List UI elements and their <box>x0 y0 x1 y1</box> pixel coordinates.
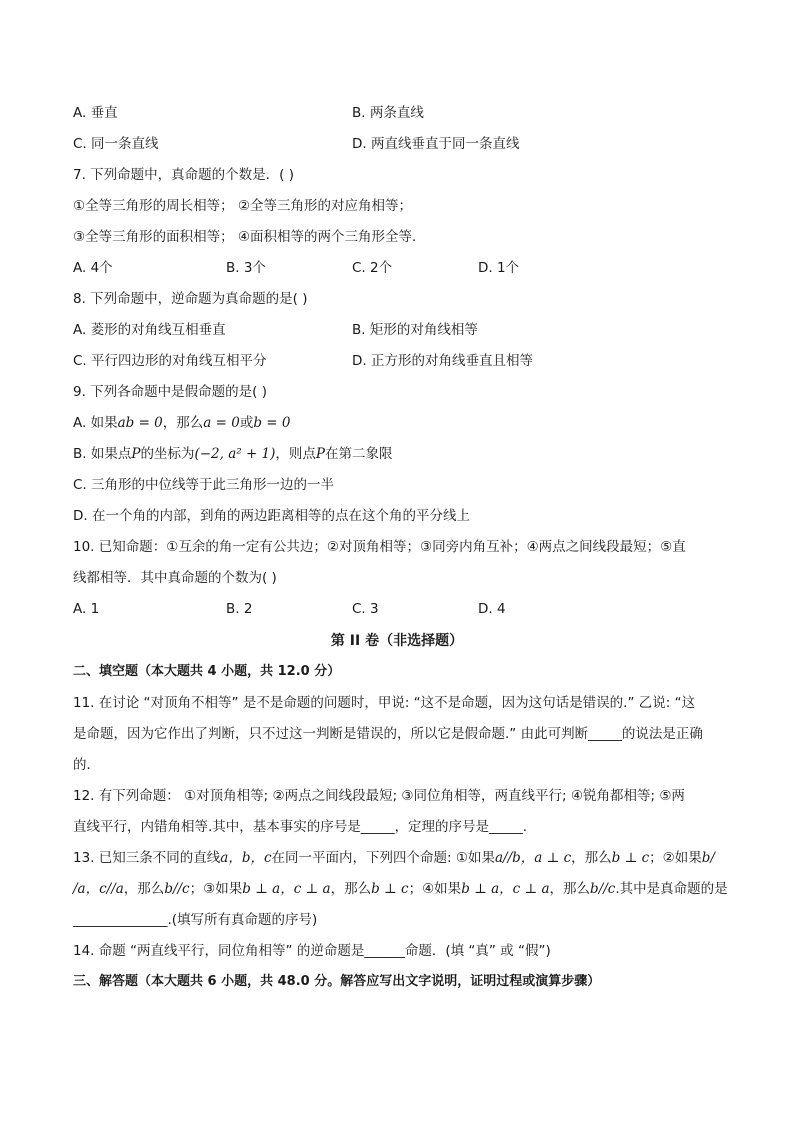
q13-l2-math-4: b ⊥ c <box>371 881 409 897</box>
q7-stem: 7. 下列命题中，真命题的个数是．( ) <box>73 167 294 183</box>
q6-option-b: B. 两条直线 <box>352 105 424 121</box>
q9-option-a-or: 或 <box>239 415 254 431</box>
q13-l1-math-2: a//b，a ⊥ c <box>494 850 572 866</box>
q10-option-a: A. 1 <box>73 601 100 617</box>
q13-l1-mid2: ，那么 <box>571 850 612 866</box>
q10-option-b: B. 2 <box>226 601 253 617</box>
q7-option-d: D. 1个 <box>478 260 520 276</box>
q13-l2-mid-1: ，那么 <box>123 881 165 897</box>
q9-option-b <box>73 444 393 464</box>
q12-line-2: 直线平行，内错角相等.其中，基本事实的序号是_____，定理的序号是_____. <box>73 819 528 835</box>
q12-line-1: 12. 有下列命题： ①对顶角相等; ②两点之间线段最短; ③同位角相等，两直线平行; ④锐角都相等; ⑤两 <box>73 788 685 804</box>
q10-option-c: C. 3 <box>352 601 379 617</box>
q13-l2-mid-5: ，那么 <box>549 881 591 897</box>
q13-l2-math-6: b//c <box>590 881 616 897</box>
q10-option-d: D. 4 <box>478 601 506 617</box>
q11-line-3: 的． <box>73 757 100 773</box>
q13-l2-mid-2: ；③如果 <box>189 881 243 897</box>
q9-option-a-math-1: ab = 0 <box>117 415 163 431</box>
q10-stem-1: 10. 已知命题：①互余的角一定有公共边；②对顶角相等；③同旁内角互补；④两点之间线段最短；⑤直 <box>73 539 686 555</box>
q13-l1-prefix: 13. 已知三条不同的直线 <box>73 850 221 866</box>
q13-line-2 <box>73 879 728 899</box>
q9-option-d: D. 在一个角的内部，到角的两边距离相等的点在这个角的平分线上 <box>73 508 470 524</box>
q9-option-a-math-3: b = 0 <box>253 415 291 431</box>
q9-option-b-mid: 的坐标为 <box>140 446 195 462</box>
q7-statements-1: ①全等三角形的周长相等； ②全等三角形的对应角相等； <box>73 198 412 214</box>
q11-line-2: 是命题，因为它作出了判断，只不过这一判断是错误的，所以它是假命题.” 由此可判断_____的说法是正确 <box>73 726 703 742</box>
q9-option-b-math-2: (−2, a² + 1) <box>194 446 276 462</box>
q8-stem: 8. 下列命题中，逆命题为真命题的是( ) <box>73 291 308 307</box>
q9-option-b-prefix: B. 如果点 <box>73 446 132 462</box>
q13-l2-math-5: b ⊥ a，c ⊥ a <box>461 881 550 897</box>
q13-l1-math-3: b ⊥ c <box>611 850 650 866</box>
q13-l2-math-1: /a，c//a <box>73 881 124 897</box>
q13-l2-mid-4: ；④如果 <box>408 881 462 897</box>
q8-option-a: A. 菱形的对角线互相垂直 <box>73 322 226 338</box>
fill-in-header: 二、填空题（本大题共 4 小题，共 12.0 分） <box>73 664 341 679</box>
q13-l1-mid: 在同一平面内，下列四个命题: ①如果 <box>271 850 495 866</box>
q14-line-1: 14. 命题 “两直线平行，同位角相等” 的逆命题是______命题．(填 “真” 或 “假”) <box>73 943 551 959</box>
q9-option-a-mid: ，那么 <box>162 415 204 431</box>
q13-line-1 <box>73 848 715 868</box>
q7-option-c: C. 2个 <box>352 260 393 276</box>
q9-option-a-math-2: a = 0 <box>203 415 240 431</box>
q13-l2-math-3: b ⊥ a，c ⊥ a <box>242 881 331 897</box>
q6-option-a: A. 垂直 <box>73 105 118 121</box>
q9-option-a <box>73 413 290 433</box>
q8-option-c: C. 平行四边形的对角线互相平分 <box>73 353 267 369</box>
q13-l1-post: ；②如果 <box>649 850 702 866</box>
q9-option-a-prefix: A. 如果 <box>73 415 118 431</box>
q13-l2-mid-3: ，那么 <box>330 881 372 897</box>
q7-option-a: A. 4个 <box>73 260 113 276</box>
q9-stem: 9. 下列各命题中是假命题的是( ) <box>73 384 267 400</box>
answer-header: 三、解答题（本大题共 6 小题，共 48.0 分。解答应写出文字说明，证明过程或演算步骤） <box>73 974 601 989</box>
q9-option-b-end: 在第二象限 <box>325 446 393 462</box>
q13-l2-post: .其中是真命题的是 <box>615 881 728 897</box>
q8-option-d: D. 正方形的对角线垂直且相等 <box>352 353 533 369</box>
q11-line-1: 11. 在讨论 “对顶角不相等” 是不是命题的问题时，甲说: “这不是命题，因为这句话是错误的.” 乙说: “这 <box>73 695 696 711</box>
q6-option-d: D. 两直线垂直于同一条直线 <box>352 136 520 152</box>
q7-statements-2: ③全等三角形的面积相等； ④面积相等的两个三角形全等． <box>73 229 426 245</box>
q6-option-c: C. 同一条直线 <box>73 136 159 152</box>
q9-option-b-math-3: P <box>315 446 326 462</box>
q7-option-b: B. 3个 <box>226 260 266 276</box>
q10-stem-2: 线都相等．其中真命题的个数为( ) <box>73 570 277 586</box>
q8-option-b: B. 矩形的对角线相等 <box>352 322 478 338</box>
q9-option-c: C. 三角形的中位线等于此三角形一边的一半 <box>73 477 335 493</box>
q13-line-3: ______________.(填写所有真命题的序号) <box>73 912 318 928</box>
q13-l2-math-2: b//c <box>164 881 190 897</box>
q13-l1-math-1: a，b，c <box>220 850 272 866</box>
q9-option-b-post: ，则点 <box>275 446 316 462</box>
q9-option-b-math-1: P <box>131 446 141 462</box>
section-2-title: 第 II 卷（非选择题） <box>330 633 464 649</box>
q13-l1-math-4: b/ <box>701 850 715 866</box>
